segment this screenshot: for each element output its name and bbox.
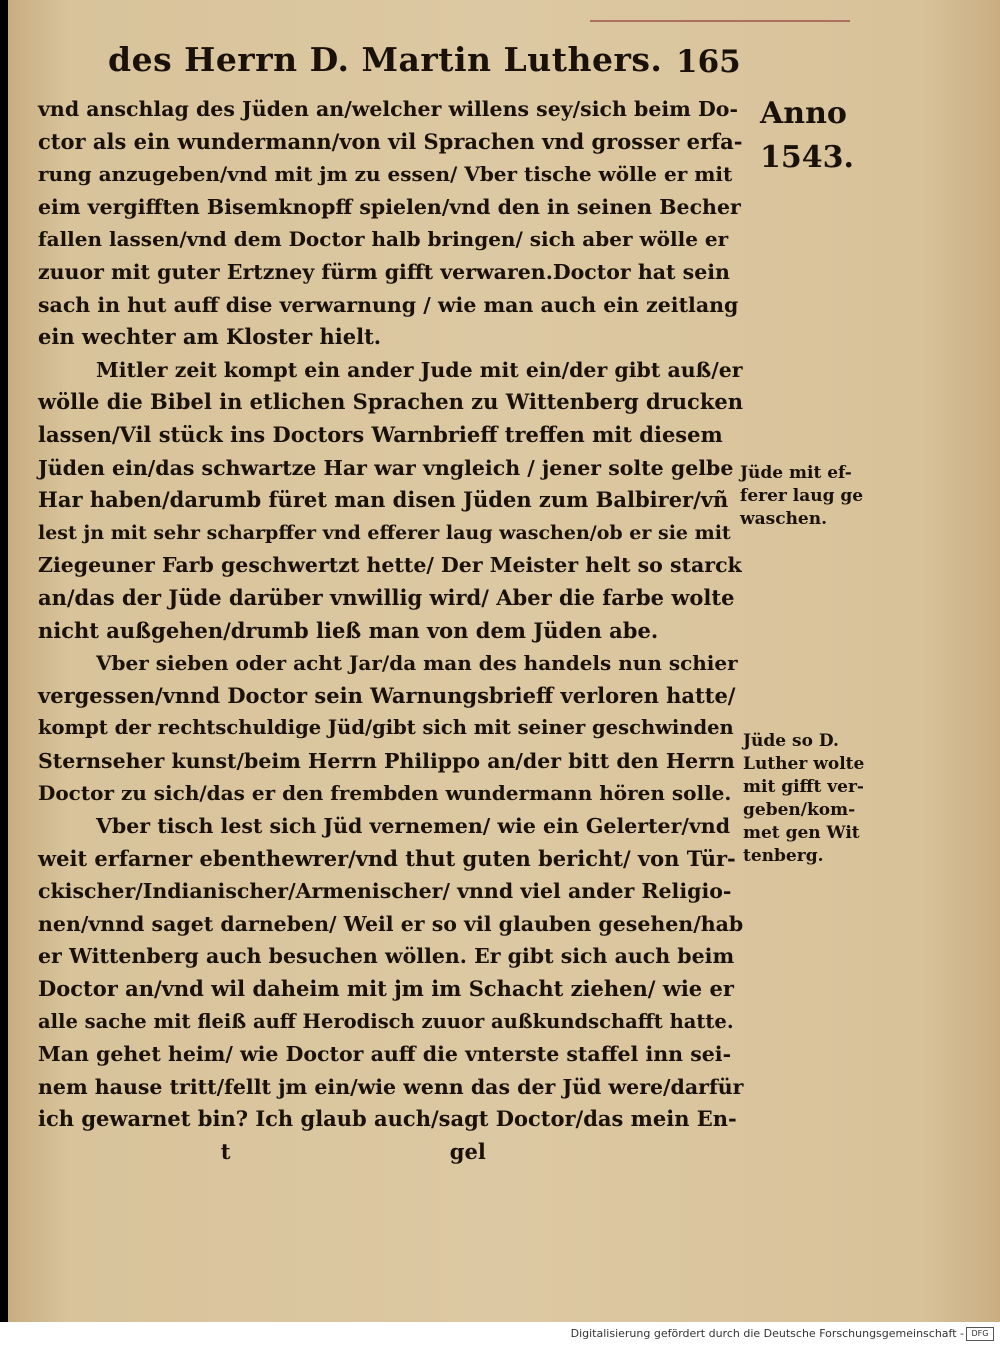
- text-line: vnd anschlag des Jüden an/welcher willens sey/sich beim Do-: [38, 97, 738, 121]
- text-line: nicht außgehen/drumb ließ man von dem Jüden abe.: [38, 617, 659, 643]
- sidenote-line: waschen.: [740, 509, 828, 529]
- text-line: sach in hut auff dise verwarnung / wie man auch ein zeitlang: [38, 292, 739, 317]
- text-line: rung anzugeben/vnd mit jm zu essen/ Vber tische wölle er mit: [38, 162, 733, 187]
- text-line: vergessen/vnnd Doctor sein Warnungsbrieff verloren hatte/: [38, 682, 736, 708]
- dfg-logo: DFG: [966, 1327, 994, 1341]
- text-line: eim vergifften Bisemknopff spielen/vnd den in seinen Becher: [38, 194, 741, 219]
- running-header: des Herrn D. Martin Luthers.: [108, 40, 663, 79]
- text-line: t gel: [38, 1139, 486, 1164]
- text-line: lassen/Vil stück ins Doctors Warnbrieff treffen mit diesem: [38, 421, 723, 447]
- text-line: Ziegeuner Farb geschwertzt hette/ Der Meister helt so starck: [38, 553, 742, 578]
- margin-year: [760, 92, 854, 180]
- text-line: Vber tisch lest sich Jüd vernemen/ wie ein Gelerter/vnd: [96, 814, 731, 839]
- sidenote-line: Jüde so D.: [743, 731, 839, 751]
- sidenote-line: Jüde mit ef-: [740, 463, 852, 483]
- text-line: ein wechter am Kloster hielt.: [38, 324, 382, 350]
- sidenote-washing: [740, 462, 863, 531]
- sidenote-line: ferer laug ge: [740, 486, 864, 506]
- text-line: zuuor mit guter Ertzney fürm gifft verwaren.Doctor hat sein: [38, 259, 730, 284]
- text-line: nem hause tritt/fellt jm ein/wie wenn das der Jüd were/darfür: [38, 1074, 744, 1099]
- text-line: Doctor zu sich/das er den frembden wundermann hören solle.: [38, 781, 732, 806]
- text-line: lest jn mit sehr scharpffer vnd efferer laug waschen/ob er sie mit: [38, 521, 731, 544]
- sidenote-line: Luther wolte: [743, 754, 865, 774]
- body-text: [38, 93, 743, 1169]
- sidenote-line: met gen Wit: [743, 823, 860, 843]
- text-line: ckischer/Indianischer/Armenischer/ vnnd viel ander Religio-: [38, 879, 732, 904]
- text-line: an/das der Jüde darüber vnwillig wird/ Aber die farbe wolte: [38, 584, 735, 610]
- text-line: Mitler zeit kompt ein ander Jude mit ein/der gibt auß/er: [96, 357, 743, 382]
- scanned-page: [8, 0, 1000, 1322]
- funding-notice: Digitalisierung gefördert durch die Deutsche Forschungsgemeinschaft -: [570, 1327, 964, 1340]
- text-line: Jüden ein/das schwartze Har war vngleich / jener solte gelbe: [38, 455, 734, 480]
- page-number: 165: [676, 44, 741, 80]
- text-line: Har haben/darumb füret man disen Jüden zum Balbirer/vñ: [38, 487, 729, 513]
- text-line: weit erfarner ebenthewrer/vnd thut guten bericht/ von Tür-: [38, 845, 736, 871]
- text-line: Doctor an/vnd wil daheim mit jm im Schacht ziehen/ wie er: [38, 976, 734, 1002]
- margin-year-line: 1543.: [760, 140, 854, 175]
- sidenote-poison: [743, 730, 864, 868]
- text-line: Sternseher kunst/beim Herrn Philippo an/der bitt den Herrn: [38, 748, 735, 773]
- text-line: Vber sieben oder acht Jar/da man des handels nun schier: [96, 651, 738, 676]
- margin-year-line: Anno: [760, 96, 847, 131]
- text-line: alle sache mit fleiß auff Herodisch zuuor außkundschafft hatte.: [38, 1009, 734, 1033]
- text-line: Man gehet heim/ wie Doctor auff die vnterste staffel inn sei-: [38, 1042, 732, 1067]
- text-line: ich gewarnet bin? Ich glaub auch/sagt Doctor/das mein En-: [38, 1106, 737, 1132]
- sidenote-line: geben/kom-: [743, 800, 856, 820]
- footer-bar: [0, 1322, 1000, 1345]
- handwritten-note-mark: [590, 4, 850, 22]
- text-line: nen/vnnd saget darneben/ Weil er so vil glauben gesehen/hab: [38, 911, 744, 936]
- sidenote-line: mit gifft ver-: [743, 777, 864, 797]
- text-line: fallen lassen/vnd dem Doctor halb bringen/ sich aber wölle er: [38, 227, 729, 252]
- text-line: kompt der rechtschuldige Jüd/gibt sich mit seiner geschwinden: [38, 716, 734, 740]
- text-line: er Wittenberg auch besuchen wöllen. Er gibt sich auch beim: [38, 944, 735, 969]
- text-line: wölle die Bibel in etlichen Sprachen zu Wittenberg drucken: [38, 389, 743, 415]
- sidenote-line: tenberg.: [743, 846, 824, 866]
- text-line: ctor als ein wundermann/von vil Sprachen vnd grosser erfa-: [38, 128, 743, 154]
